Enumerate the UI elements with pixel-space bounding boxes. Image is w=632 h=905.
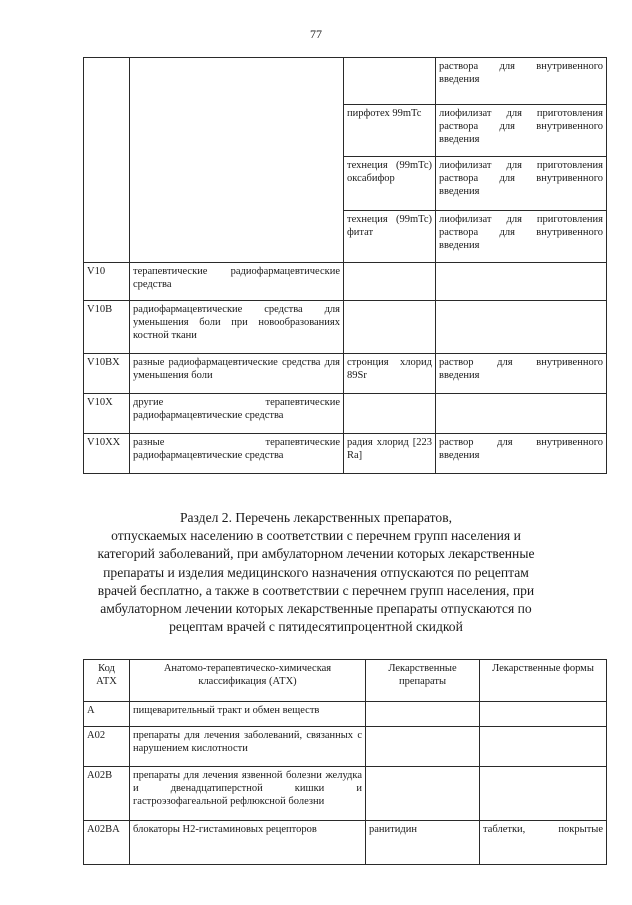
drug-cell: радия хлорид [223 Ra] (344, 434, 436, 474)
table-row (84, 263, 607, 301)
dosage-form-cell (436, 301, 607, 354)
section-title-line: врачей бесплатно, а также в соответствии с перечнем групп населения, при (97, 582, 535, 598)
dosage-form-cell (480, 702, 607, 727)
classification-cell: разные радиофармацевтические средства для уменьшения боли (130, 354, 344, 394)
atc-code-cell: A02B (84, 767, 130, 821)
atc-code-cell: V10BX (84, 354, 130, 394)
table-row (84, 767, 607, 821)
table-row (84, 301, 607, 354)
classification-cell: другие терапевтические радиофармацевтические средства (130, 394, 344, 434)
classification-cell: препараты для лечения заболеваний, связанных с нарушением кислотности (130, 727, 366, 767)
section-title-line: Раздел 2. Перечень лекарственных препаратов, (179, 510, 453, 525)
section-title-line: рецептам врачей с пятидесятипроцентной скидкой (169, 619, 463, 635)
dosage-form-cell: лиофилизат для приготовления раствора для внутривенного введения (436, 211, 607, 263)
table-row (84, 821, 607, 865)
classification-cell: пищеварительный тракт и обмен веществ (130, 702, 366, 727)
dosage-form-cell: раствора для внутривенного введения (436, 58, 607, 105)
drug-cell (366, 767, 480, 821)
page-number: 77 (310, 27, 322, 41)
table-row (84, 434, 607, 474)
atc-code-cell: V10XX (84, 434, 130, 474)
table-row (84, 702, 607, 727)
classification-cell: препараты для лечения язвенной болезни желудка и двенадцатиперстной кишки и гастроэзофагеальной рефлюксной болезни (130, 767, 366, 821)
classification-cell (130, 58, 344, 263)
drug-table-section-2 (83, 659, 607, 865)
header-dosage-forms: Лекарственные формы (480, 660, 607, 702)
table-row (84, 354, 607, 394)
section-title-line: амбулаторном лечении которых лекарственные препараты отпускаются по (100, 601, 532, 617)
atc-code-cell: A02BA (84, 821, 130, 865)
table-row (84, 394, 607, 434)
dosage-form-cell (480, 767, 607, 821)
section-title-line: категорий заболеваний, при амбулаторном лечении которых лекарственные (97, 546, 535, 562)
drug-cell (344, 394, 436, 434)
classification-cell: терапевтические радиофармацевтические средства (130, 263, 344, 301)
table-header-row (84, 660, 607, 702)
atc-code-cell: V10X (84, 394, 130, 434)
atc-code-cell: V10 (84, 263, 130, 301)
drug-cell (344, 301, 436, 354)
drug-cell: ранитидин (366, 821, 480, 865)
dosage-form-cell (436, 394, 607, 434)
dosage-form-cell: раствор для внутривенного введения (436, 434, 607, 474)
atc-code-cell: A (84, 702, 130, 727)
header-classification: Анатомо-терапевтическо-химическая классификация (АТХ) (130, 660, 366, 702)
dosage-form-cell: лиофилизат для приготовления раствора для внутривенного введения (436, 157, 607, 211)
drug-cell (366, 702, 480, 727)
section-title (40, 509, 592, 636)
drug-table-continued (83, 57, 607, 474)
classification-cell: разные терапевтические радиофармацевтические средства (130, 434, 344, 474)
dosage-form-cell: таблетки, покрытые (480, 821, 607, 865)
header-drugs: Лекарственные препараты (366, 660, 480, 702)
dosage-form-cell: лиофилизат для приготовления раствора для внутривенного введения (436, 105, 607, 157)
drug-cell: стронция хлорид 89Sr (344, 354, 436, 394)
drug-cell (366, 727, 480, 767)
dosage-form-cell: раствор для внутривенного введения (436, 354, 607, 394)
dosage-form-cell (436, 263, 607, 301)
section-title-line: препараты и изделия медицинского назначения отпускаются по рецептам (103, 564, 529, 580)
drug-cell (344, 263, 436, 301)
drug-cell (344, 58, 436, 105)
header-atc-code: Код АТХ (84, 660, 130, 702)
section-title-line: отпускаемых населению в соответствии с перечнем групп населения и (111, 528, 521, 544)
dosage-form-cell (480, 727, 607, 767)
drug-cell: пирфотех 99mTc (344, 105, 436, 157)
atc-code-cell (84, 58, 130, 263)
classification-cell: радиофармацевтические средства для уменьшения боли при новообразованиях костной ткани (130, 301, 344, 354)
table-row (84, 58, 607, 105)
drug-cell: технеция (99mTc) оксабифор (344, 157, 436, 211)
drug-cell: технеция (99mTc) фитат (344, 211, 436, 263)
atc-code-cell: A02 (84, 727, 130, 767)
classification-cell: блокаторы H2-гистаминовых рецепторов (130, 821, 366, 865)
atc-code-cell: V10B (84, 301, 130, 354)
table-row (84, 727, 607, 767)
